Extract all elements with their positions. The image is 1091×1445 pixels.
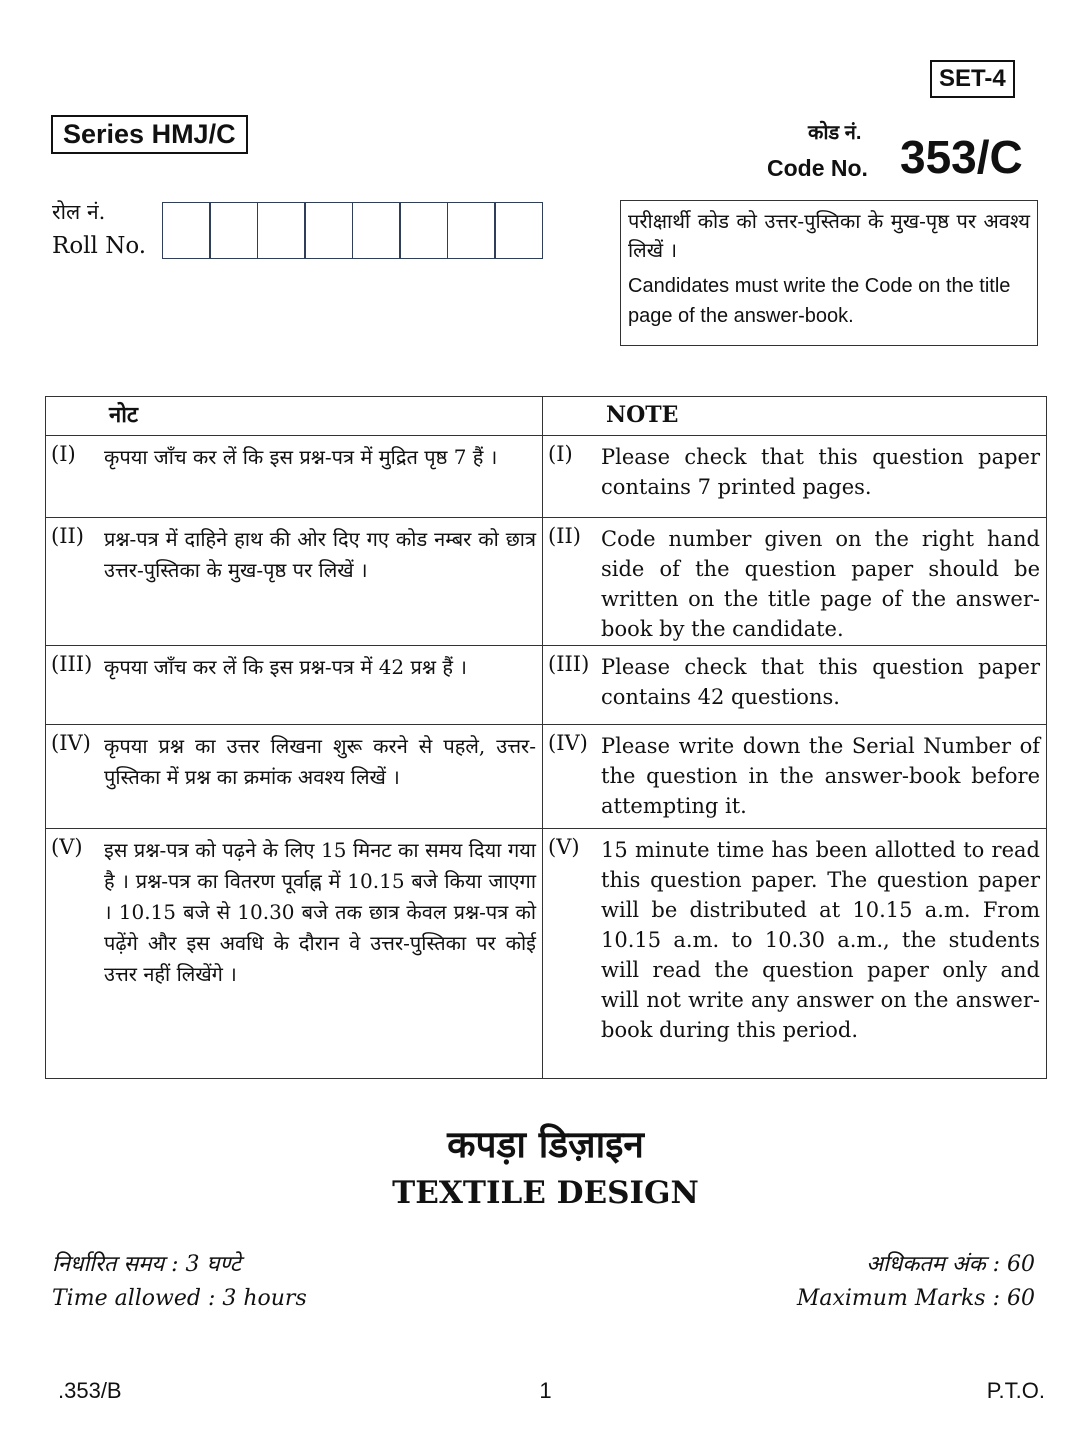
page-number: 1 <box>539 1378 552 1403</box>
set-label: SET-4 <box>930 60 1015 98</box>
note-heading-hindi: नोट <box>109 402 138 428</box>
roll-label: Roll No. <box>52 233 147 259</box>
pto-label: P.T.O. <box>986 1378 1045 1403</box>
note-text-english: 15 minute time has been allotted to read this question paper. The question paper will be distributed at 10.15 a.m. From 10.15 a.m. to 10.30 a.m., the students will read the question paper only and will not write any answer on the answer-book during this period. <box>601 838 1040 1042</box>
note-text-hindi: कृपया जाँच कर लें कि इस प्रश्न-पत्र में 42 प्रश्न हैं । <box>104 655 467 679</box>
note-number: (I) <box>51 442 76 466</box>
candidate-instruction-box <box>620 200 1038 346</box>
note-row <box>46 829 1047 1079</box>
note-number: (II) <box>548 524 581 548</box>
series-label: Series HMJ/C <box>51 115 248 154</box>
notes-header-row <box>46 397 1047 436</box>
note-number: (V) <box>51 835 83 859</box>
roll-label-hindi: रोल नं. <box>52 200 106 224</box>
note-number: (IV) <box>51 731 91 755</box>
roll-digit-box[interactable] <box>352 202 401 259</box>
code-label: Code No. <box>767 155 868 181</box>
notes-table <box>45 396 1047 1079</box>
note-text-hindi: प्रश्न-पत्र में दाहिने हाथ की ओर दिए गए कोड नम्बर को छात्र उत्तर-पुस्तिका के मुख-पृष्ठ पर लिखें । <box>104 527 536 582</box>
time-allowed: Time allowed : 3 hours <box>52 1286 307 1311</box>
subject-title-hindi: कपड़ा डिज़ाइन <box>447 1122 644 1166</box>
subject-title: TEXTILE DESIGN <box>392 1175 699 1211</box>
note-number: (III) <box>548 652 590 676</box>
roll-digit-box[interactable] <box>399 202 448 259</box>
instruction-english: Candidates must write the Code on the title page of the answer-book. <box>628 275 1011 327</box>
note-text-hindi: इस प्रश्न-पत्र को पढ़ने के लिए 15 मिनट का समय दिया गया है । प्रश्न-पत्र का वितरण पूर्वाह्न में 10.15 बजे किया जाएगा । 10.15 बजे से 10.30 बजे तक छात्र केवल प्रश्न-पत्र को पढ़ेंगे और इस अवधि के दौरान वे उत्तर-पुस्तिका पर कोई उत्तर नहीं लिखेंगे । <box>104 838 536 986</box>
footer-code: .353/B <box>58 1378 122 1403</box>
note-text-hindi: कृपया प्रश्न का उत्तर लिखना शुरू करने से पहले, उत्तर-पुस्तिका में प्रश्न का क्रमांक अवश्य लिखें । <box>104 734 536 789</box>
maximum-marks: Maximum Marks : 60 <box>796 1286 1035 1311</box>
note-number: (V) <box>548 835 580 859</box>
note-number: (III) <box>51 652 93 676</box>
note-row <box>46 725 1047 829</box>
note-text-english: Code number given on the right hand side of the question paper should be written on the title page of the answer-book by the candidate. <box>601 527 1040 641</box>
roll-number-boxes[interactable] <box>163 202 543 259</box>
note-text-english: Please check that this question paper contains 7 printed pages. <box>601 445 1040 499</box>
note-row <box>46 518 1047 646</box>
roll-digit-box[interactable] <box>447 202 496 259</box>
code-label-hindi: कोड नं. <box>808 122 862 144</box>
note-row <box>46 436 1047 518</box>
code-number: 353/C <box>900 131 1023 183</box>
note-number: (IV) <box>548 731 588 755</box>
roll-digit-box[interactable] <box>209 202 258 259</box>
note-row <box>46 646 1047 725</box>
time-allowed-hindi: निर्धारित समय : 3 घण्टे <box>52 1252 241 1277</box>
note-text-hindi: कृपया जाँच कर लें कि इस प्रश्न-पत्र में मुद्रित पृष्ठ 7 हैं । <box>104 445 498 469</box>
roll-digit-box[interactable] <box>304 202 353 259</box>
instruction-hindi: परीक्षार्थी कोड को उत्तर-पुस्तिका के मुख-पृष्ठ पर अवश्य लिखें । <box>628 209 1030 262</box>
note-number: (II) <box>51 524 84 548</box>
roll-digit-box[interactable] <box>494 202 543 259</box>
note-number: (I) <box>548 442 573 466</box>
note-heading-english: NOTE <box>606 402 679 428</box>
note-text-english: Please check that this question paper contains 42 questions. <box>601 655 1040 709</box>
note-text-english: Please write down the Serial Number of the question in the answer-book before attempting it. <box>601 734 1040 818</box>
roll-digit-box[interactable] <box>257 202 306 259</box>
maximum-marks-hindi: अधिकतम अंक : 60 <box>866 1252 1035 1277</box>
roll-digit-box[interactable] <box>162 202 211 259</box>
